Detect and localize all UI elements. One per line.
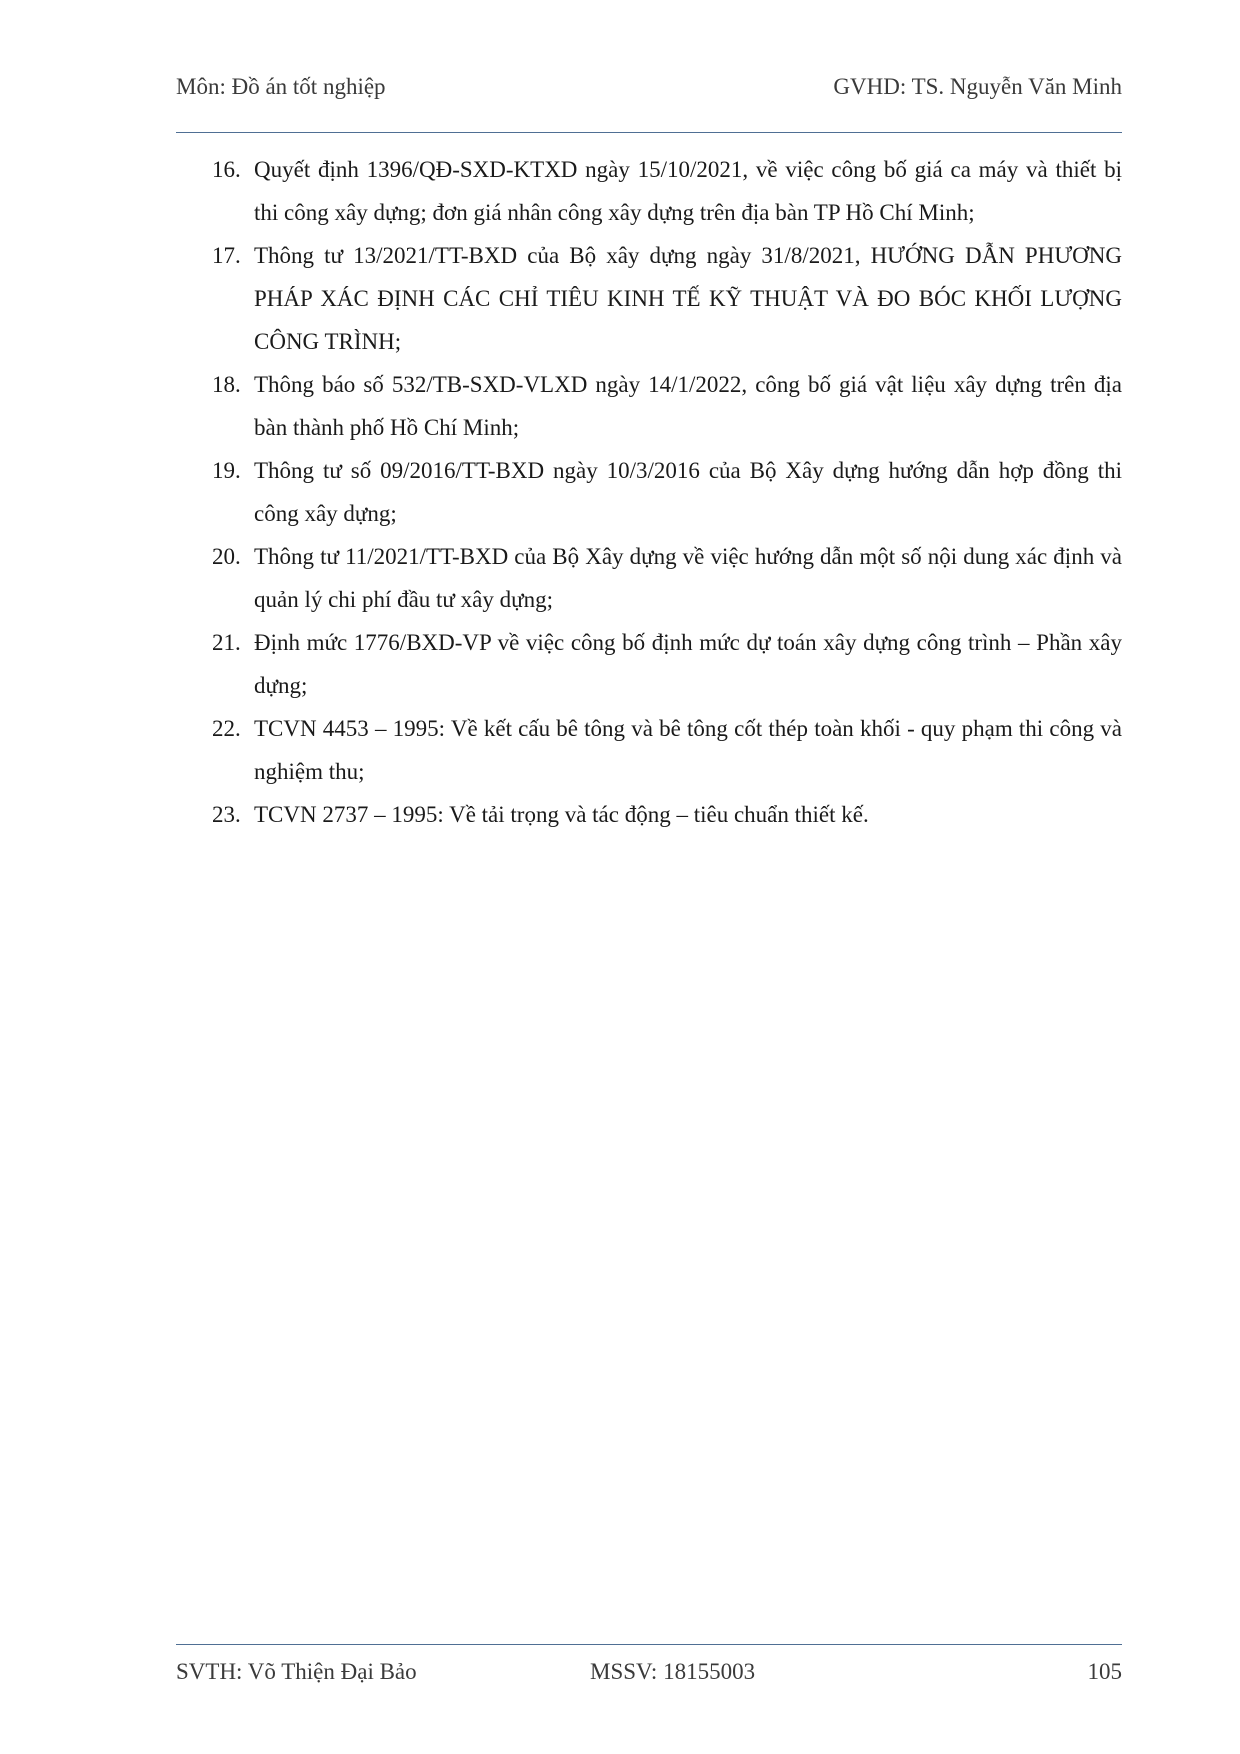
reference-item	[212, 449, 1122, 535]
reference-text: TCVN 4453 – 1995: Về kết cấu bê tông và bê tông cốt thép toàn khối - quy phạm thi công và nghiệm thu;	[254, 716, 1122, 784]
reference-item	[212, 148, 1122, 234]
page-header	[176, 74, 1122, 112]
reference-number: 17.	[212, 243, 241, 268]
page-footer	[176, 1659, 1122, 1693]
reference-text: Thông báo số 532/TB-SXD-VLXD ngày 14/1/2022, công bố giá vật liệu xây dựng trên địa bàn thành phố Hồ Chí Minh;	[254, 372, 1122, 440]
reference-text: Thông tư 13/2021/TT-BXD của Bộ xây dựng ngày 31/8/2021, HƯỚNG DẪN PHƯƠNG PHÁP XÁC ĐỊNH CÁC CHỈ TIÊU KINH TẾ KỸ THUẬT VÀ ĐO BÓC KHỐI LƯỢNG CÔNG TRÌNH;	[254, 243, 1122, 354]
advisor-name: GVHD: TS. Nguyễn Văn Minh	[833, 74, 1122, 99]
student-name: SVTH: Võ Thiện Đại Bảo	[176, 1659, 417, 1684]
reference-text: Định mức 1776/BXD-VP về việc công bố định mức dự toán xây dựng công trình – Phần xây dựng;	[254, 630, 1122, 698]
reference-item	[212, 363, 1122, 449]
reference-number: 21.	[212, 630, 241, 655]
reference-text: Thông tư 11/2021/TT-BXD của Bộ Xây dựng về việc hướng dẫn một số nội dung xác định và quản lý chi phí đầu tư xây dựng;	[254, 544, 1122, 612]
student-id: MSSV: 18155003	[590, 1659, 756, 1684]
reference-text: TCVN 2737 – 1995: Về tải trọng và tác động – tiêu chuẩn thiết kế.	[254, 802, 869, 827]
reference-number: 18.	[212, 372, 241, 397]
reference-number: 20.	[212, 544, 241, 569]
reference-item	[212, 793, 1122, 836]
course-name: Môn: Đồ án tốt nghiệp	[176, 74, 386, 99]
header-divider	[176, 132, 1122, 133]
page-number: 105	[1087, 1659, 1122, 1684]
reference-item	[212, 535, 1122, 621]
reference-list	[212, 148, 1122, 836]
reference-number: 23.	[212, 802, 241, 827]
reference-item	[212, 707, 1122, 793]
reference-text: Quyết định 1396/QĐ-SXD-KTXD ngày 15/10/2021, về việc công bố giá ca máy và thiết bị thi công xây dựng; đơn giá nhân công xây dựng trên địa bàn TP Hồ Chí Minh;	[254, 157, 1122, 225]
reference-number: 22.	[212, 716, 241, 741]
reference-item	[212, 234, 1122, 363]
reference-item	[212, 621, 1122, 707]
reference-number: 16.	[212, 157, 241, 182]
reference-text: Thông tư số 09/2016/TT-BXD ngày 10/3/2016 của Bộ Xây dựng hướng dẫn hợp đồng thi công xây dựng;	[254, 458, 1122, 526]
reference-number: 19.	[212, 458, 241, 483]
footer-divider	[176, 1644, 1122, 1645]
